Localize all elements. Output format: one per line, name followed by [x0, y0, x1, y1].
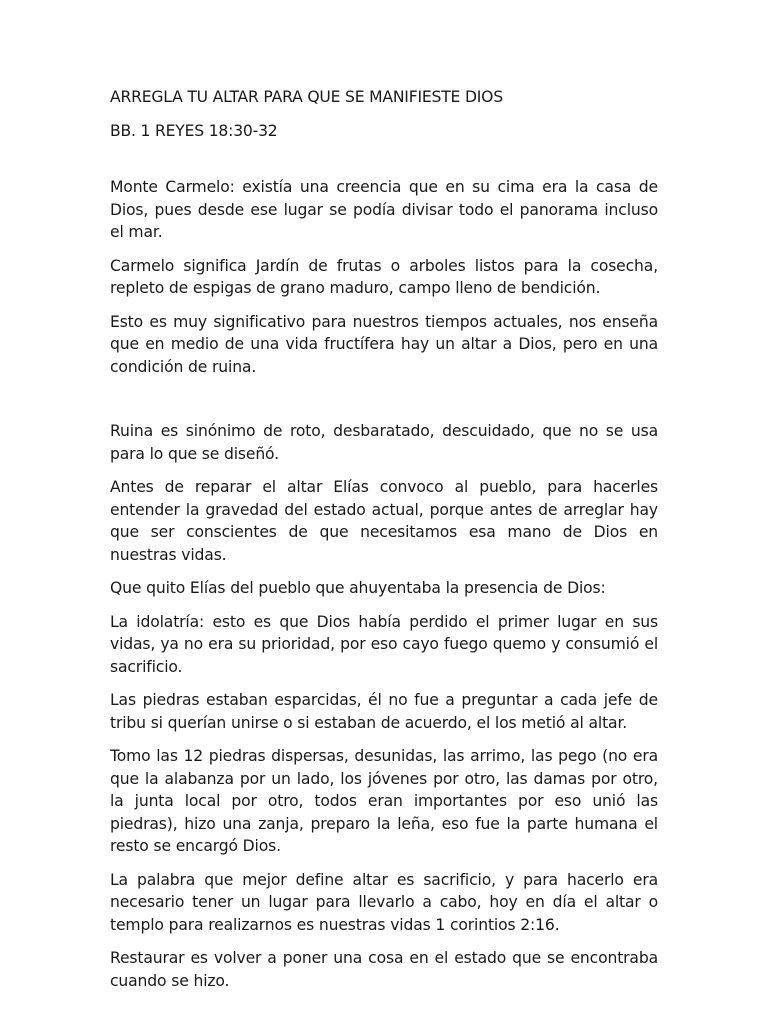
document-body [110, 86, 658, 992]
paragraph: La palabra que mejor define altar es sacrificio, y para hacerlo era necesario tener un lugar para llevarlo a cabo, hoy en día el altar o templo para realizarnos es nuestras vidas 1 corintios 2:16. [110, 870, 658, 934]
paragraph: Las piedras estaban esparcidas, él no fue a preguntar a cada jefe de tribu si querían unirse o si estaban de acuerdo, el los metió al altar. [110, 691, 658, 732]
paragraph: Carmelo significa Jardín de frutas o arboles listos para la cosecha, repleto de espigas de grano maduro, campo lleno de bendición. [110, 256, 658, 297]
paragraph: Tomo las 12 piedras dispersas, desunidas, las arrimo, las pego (no era que la alabanza por un lado, los jóvenes por otro, las damas por otro, la junta local por otro, todos eran importantes por eso unió las piedras), hizo una zanja, preparo la leña, eso fue la parte humana el resto se encargó Dios. [110, 747, 658, 855]
paragraph: Esto es muy significativo para nuestros tiempos actuales, nos enseña que en medio de una vida fructífera hay un altar a Dios, pero en una condición de ruina. [110, 312, 658, 376]
paragraph: Ruina es sinónimo de roto, desbaratado, descuidado, que no se usa para lo que se diseñó. [110, 422, 658, 463]
scripture-reference: BB. 1 REYES 18:30-32 [110, 121, 278, 140]
paragraph: La idolatría: esto es que Dios había perdido el primer lugar en sus vidas, ya no era su prioridad, por eso cayo fuego quemo y consumió el sacrificio. [110, 612, 658, 676]
paragraph: Restaurar es volver a poner una cosa en el estado que se encontraba cuando se hizo. [110, 949, 658, 990]
paragraph: Monte Carmelo: existía una creencia que en su cima era la casa de Dios, pues desde ese lugar se podía divisar todo el panorama incluso el mar. [110, 178, 658, 241]
paragraph: Que quito Elías del pueblo que ahuyentaba la presencia de Dios: [110, 579, 606, 597]
paragraph: Antes de reparar el altar Elías convoco al pueblo, para hacerles entender la gravedad del estado actual, porque antes de arreglar hay que ser conscientes de que necesitamos esa mano de Dios en nuestras vidas. [110, 478, 658, 564]
document-title: ARREGLA TU ALTAR PARA QUE SE MANIFIESTE DIOS [110, 88, 503, 106]
